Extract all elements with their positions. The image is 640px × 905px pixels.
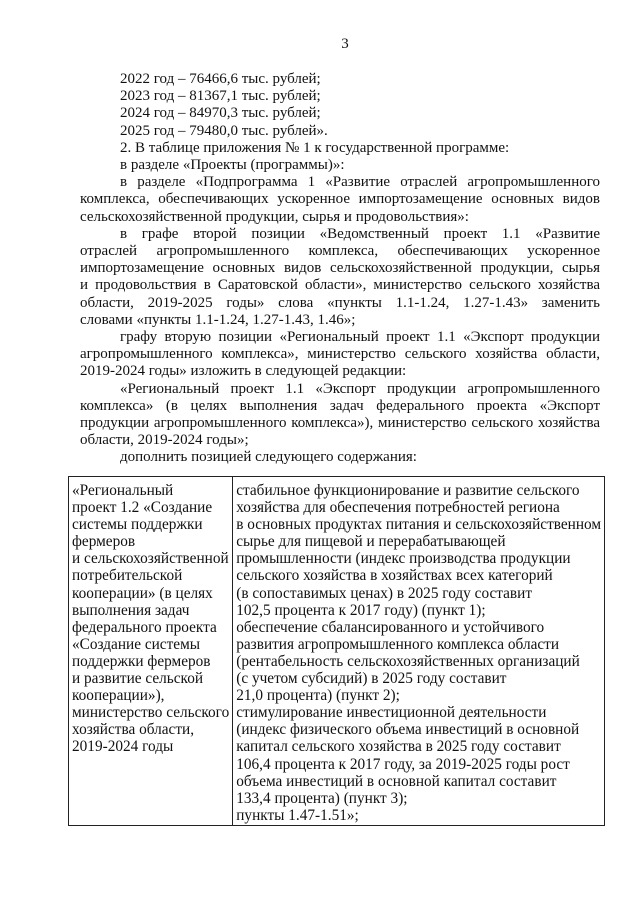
- cell-text-line: «Региональный: [72, 482, 174, 499]
- cell-text-line: потребительской: [72, 567, 183, 585]
- cell-text-line: «Создание системы: [72, 635, 201, 653]
- text-line: продукции агропромышленного комплекса»), министерство сельского хозяйства: [80, 415, 600, 432]
- cell-text-line: кооперации»),: [72, 687, 165, 705]
- text-line: в разделе «Подпрограмма 1 «Развитие отраслей агропромышленного: [120, 174, 600, 191]
- text-line: импортозамещение основных видов сельскохозяйственной продукции, сырья: [80, 260, 600, 277]
- cell-text-line: 21,0 процента) (пункт 2);: [236, 687, 400, 705]
- paragraph: [80, 123, 600, 140]
- cell-text-line: проект 1.2 «Создание: [72, 499, 213, 517]
- text-line: и продовольствия в Саратовской области», министерство сельского хозяйства: [80, 277, 600, 294]
- cell-text-line: стимулирование инвестиционной деятельности: [236, 704, 547, 722]
- cell-text-line: министерство сельского: [72, 704, 230, 722]
- cell-text-line: обеспечение сбалансированного и устойчивого: [236, 618, 545, 636]
- text-line: комплекса» (в целях выполнения задач федерального проекта «Экспорт: [80, 397, 600, 414]
- text-line: области, 2019-2024 годы»;: [80, 432, 249, 449]
- text-line: комплекса, обеспечивающих ускоренное импортозамещение основных видов: [80, 191, 600, 208]
- cell-text-line: (в сопоставимых ценах) в 2025 году составит: [236, 584, 533, 602]
- cell-text-line: (индекс физического объема инвестиций в основной: [236, 721, 580, 739]
- cell-text-line: стабильное функционирование и развитие сельского: [236, 482, 580, 499]
- text-line: в разделе «Проекты (программы)»:: [120, 157, 345, 174]
- text-line: агропромышленного комплекса», министерство сельского хозяйства области,: [80, 346, 600, 363]
- text-line: области, 2019-2025 годы» слова «пункты 1.1-1.24, 1.27-1.43» заменить: [80, 294, 600, 311]
- program-position-table: [68, 476, 605, 826]
- text-line: 2. В таблице приложения № 1 к государственной программе:: [120, 139, 510, 156]
- text-line: 2025 год – 79480,0 тыс. рублей».: [120, 122, 328, 139]
- project-goals-cell: [233, 477, 605, 826]
- cell-text-line: в основных продуктах питания и сельскохозяйственном: [236, 516, 602, 534]
- text-line: отраслей агропромышленного комплекса, обеспечивающих ускоренное: [80, 243, 600, 260]
- cell-text-line: федерального проекта: [72, 618, 217, 636]
- cell-text-line: хозяйства области,: [72, 721, 195, 739]
- cell-text-line: промышленности (индекс производства продукции: [236, 550, 571, 568]
- cell-text-line: сельского хозяйства в хозяйствах всех категорий: [236, 567, 553, 585]
- cell-text-line: кооперации» (в целях: [72, 584, 213, 602]
- cell-text-line: сырье для пищевой и перерабатывающей: [236, 533, 506, 551]
- cell-text-line: системы поддержки: [72, 516, 203, 534]
- table-row: [69, 477, 605, 826]
- text-line: 2024 год – 84970,3 тыс. рублей;: [120, 105, 321, 122]
- paragraph: [80, 449, 600, 466]
- project-name-cell: [69, 477, 233, 826]
- cell-text-line: 102,5 процента к 2017 году) (пункт 1);: [236, 601, 486, 619]
- cell-text-line: объема инвестиций в основной капитал составит: [236, 772, 557, 790]
- text-line: сельскохозяйственной продукции, сырья и продовольствия»:: [80, 208, 469, 225]
- cell-text-line: (рентабельность сельскохозяйственных организаций: [236, 652, 580, 670]
- cell-text-line: развития агропромышленного комплекса области: [236, 635, 560, 653]
- cell-text-line: капитал сельского хозяйства в 2025 году составит: [236, 738, 561, 756]
- paragraph: [80, 329, 600, 381]
- text-line: графу вторую позиции «Региональный проект 1.1 «Экспорт продукции: [120, 329, 600, 346]
- paragraph: [80, 381, 600, 450]
- cell-text-line: хозяйства для обеспечения потребностей региона: [236, 499, 560, 517]
- paragraph: [80, 157, 600, 174]
- document-body: [80, 71, 600, 467]
- cell-text-line: 2019-2024 годы: [72, 738, 174, 756]
- page-number: 3: [341, 36, 349, 52]
- cell-text-line: выполнения задач: [72, 601, 190, 619]
- text-line: «Региональный проект 1.1 «Экспорт продукции агропромышленного: [120, 380, 600, 397]
- text-line: в графе второй позиции «Ведомственный проект 1.1 «Развитие: [120, 225, 600, 242]
- cell-text-line: (с учетом субсидий) в 2025 году составит: [236, 670, 507, 688]
- cell-text-line: поддержки фермеров: [72, 652, 211, 670]
- text-line: 2023 год – 81367,1 тыс. рублей;: [120, 88, 321, 105]
- text-line: словами «пункты 1.1-1.24, 1.27-1.43, 1.46»;: [80, 311, 356, 328]
- paragraph: [80, 226, 600, 329]
- text-line: дополнить позицией следующего содержания:: [120, 449, 417, 466]
- paragraph: [80, 140, 600, 157]
- cell-text-line: пункты 1.47-1.51»;: [236, 806, 359, 824]
- cell-text-line: фермеров: [72, 533, 136, 551]
- text-line: 2022 год – 76466,6 тыс. рублей;: [120, 71, 321, 87]
- text-line: 2019-2024 годы» изложить в следующей редакции:: [80, 363, 407, 380]
- paragraph: [80, 88, 600, 105]
- cell-text-line: 106,4 процента к 2017 году, за 2019-2025 годы рост: [236, 755, 570, 773]
- cell-text-line: и развитие сельской: [72, 670, 204, 688]
- paragraph: [80, 71, 600, 88]
- paragraph: [80, 174, 600, 226]
- cell-text-line: и сельскохозяйственной: [72, 550, 229, 568]
- paragraph: [80, 105, 600, 122]
- cell-text-line: 133,4 процента) (пункт 3);: [236, 789, 408, 807]
